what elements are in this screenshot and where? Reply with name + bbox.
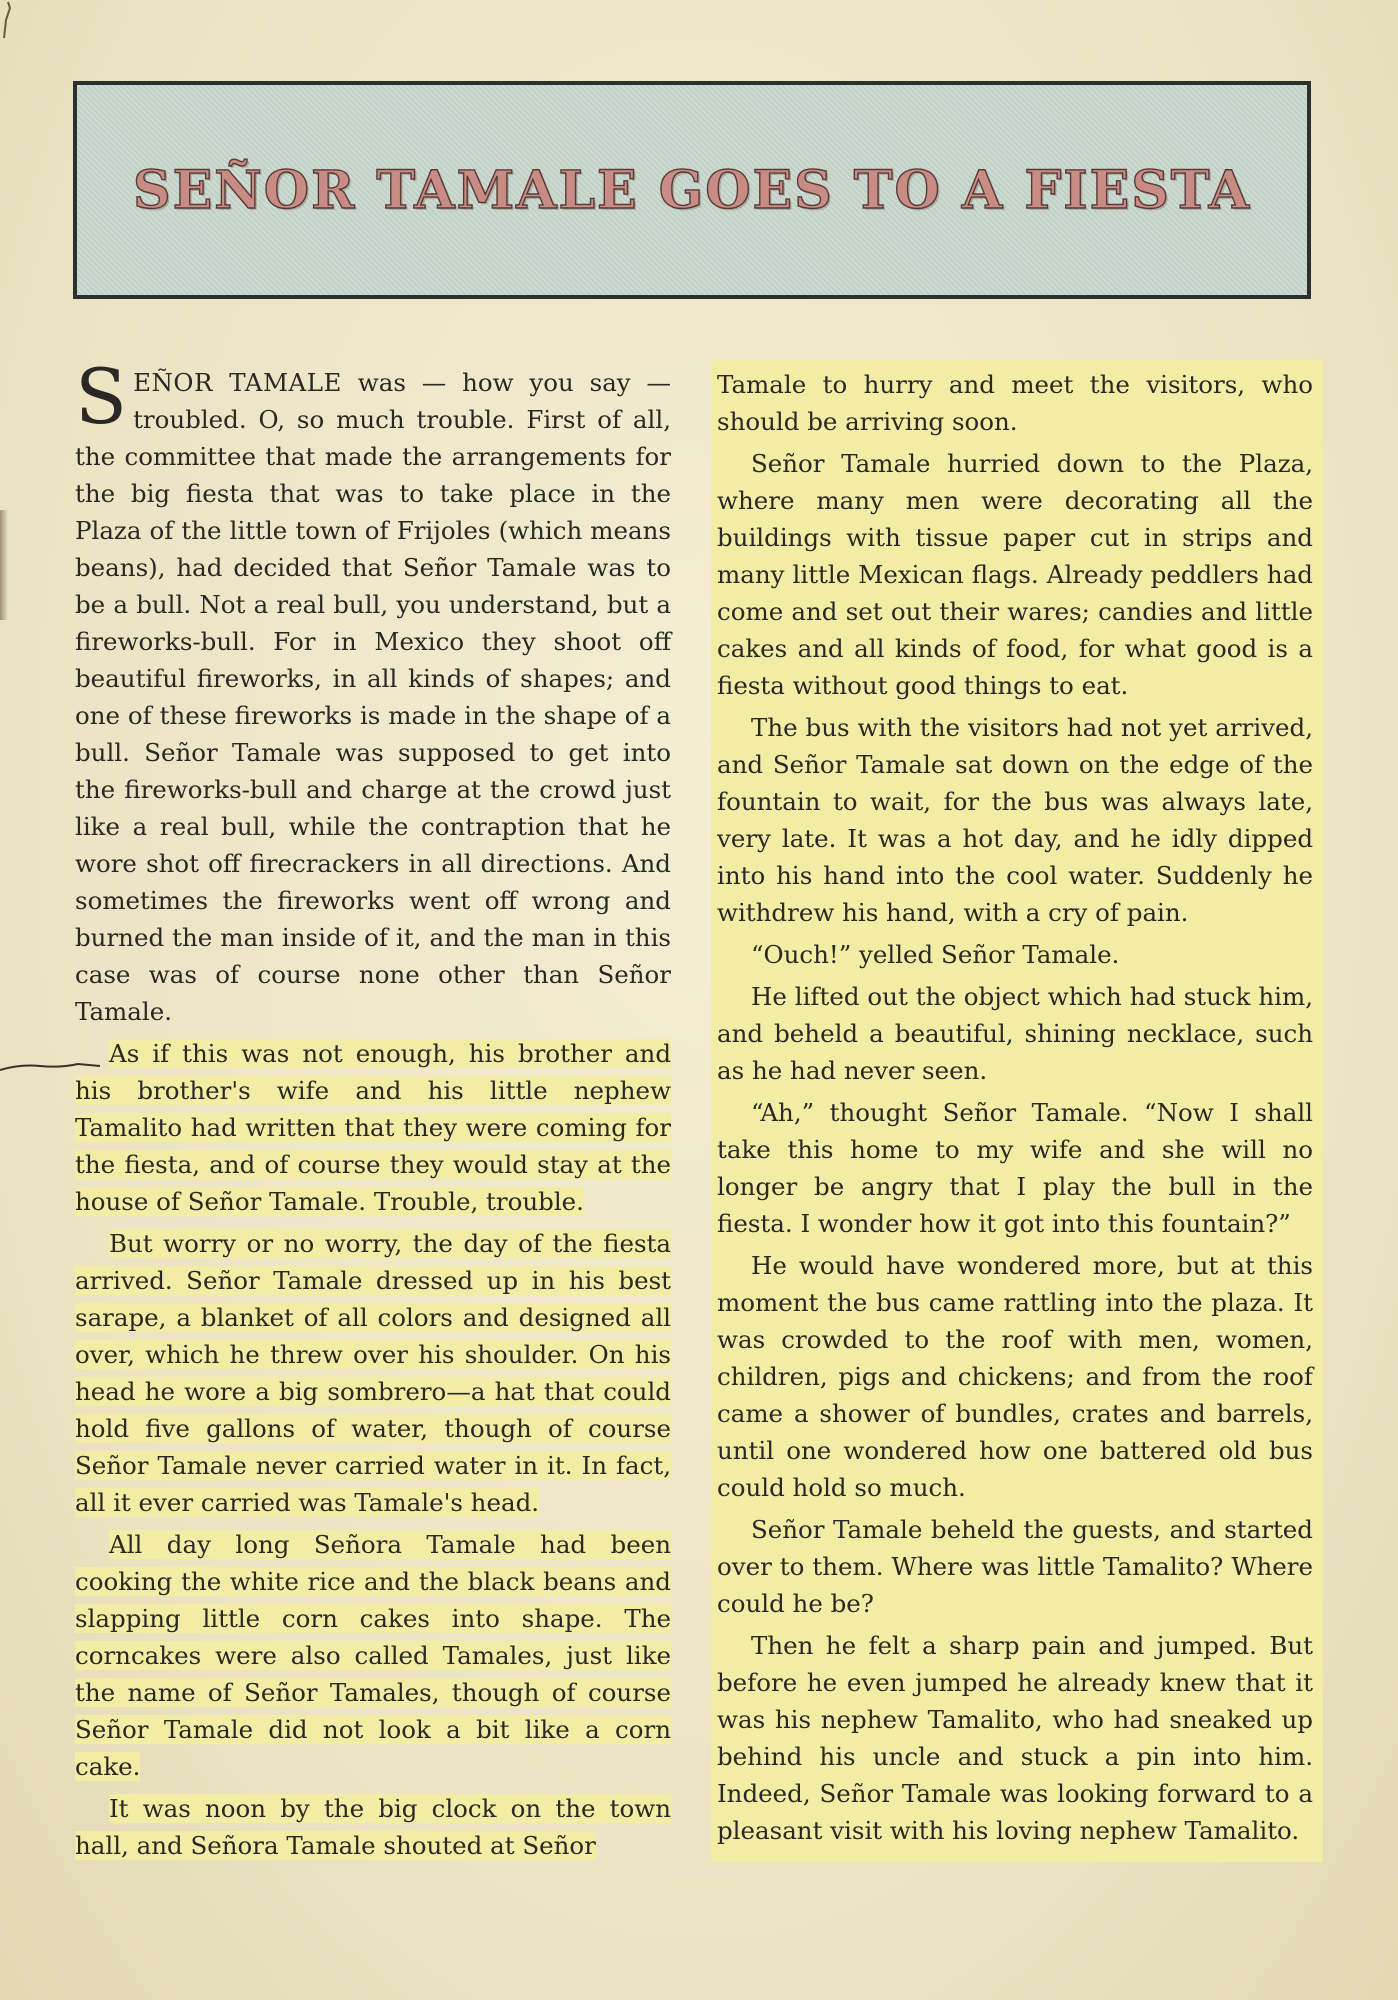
paragraph-13: Señor Tamale beheld the guests, and started over to them. Where was little Tamalito? Where could he be? <box>717 1515 1313 1618</box>
paragraph-14: Then he felt a sharp pain and jumped. But before he even jumped he already knew that it was his nephew Tamalito, who had sneaked up behind his uncle and stuck a pin into him. Indeed, Señor Tamale was looking forward to a pleasant visit with his loving nephew Tamalito. <box>717 1631 1313 1845</box>
paragraph-3 <box>75 1225 671 1521</box>
paragraph-11: “Ah,” thought Señor Tamale. “Now I shall take this home to my wife and she will no longer be angry that I play the bull in the fiesta. I wonder how it got into this fountain?” <box>717 1098 1313 1238</box>
paragraph-10: He lifted out the object which had stuck him, and beheld a beautiful, shining necklace, such as he had never seen. <box>717 982 1313 1085</box>
paragraph-12: He would have wondered more, but at this moment the bus came rattling into the plaza. It was crowded to the roof with men, women, children, pigs and chickens; and from the roof came a shower of bundles, crates and barrels, until one wondered how one battered old bus could hold so much. <box>717 1251 1313 1502</box>
paragraph-1 <box>75 352 671 1030</box>
drop-cap: S <box>75 352 128 441</box>
paragraph-9: “Ouch!” yelled Señor Tamale. <box>751 940 1120 969</box>
paragraph-5 <box>75 1790 671 1864</box>
paragraph-1-text: was — how you say — troubled. O, so much trouble. First of all, the committee that made the arrangements for the big fiesta that was to take place in the Plaza of the little town of Frijoles (which means beans), had decided that Señor Tamale was to be a bull. Not a real bull, you understand, but a fireworks-bull. For in Mexico they shoot off beautiful fireworks, in all kinds of shapes; and one of these fireworks is made in the shape of a bull. Señor Tamale was supposed to get into the fireworks-bull and charge at the crowd just like a real bull, while the contraption that he wore shot off firecrackers in all directions. And sometimes the fireworks went off wrong and burned the man inside of it, and the man in this case was of course none other than Señor Tamale. <box>75 368 671 1026</box>
title-banner <box>73 81 1311 299</box>
paragraph-2 <box>75 1035 671 1220</box>
paragraph-7: Señor Tamale hurried down to the Plaza, where many men were decorating all the buildings with tissue paper cut in strips and many little Mexican flags. Already peddlers had come and set out their wares; candies and little cakes and all kinds of food, for what good is a fiesta without good things to eat. <box>717 449 1313 700</box>
story-title: SEÑOR TAMALE GOES TO A FIESTA <box>133 159 1251 221</box>
paragraph-5-text: It was noon by the big clock on the town hall, and Señora Tamale shouted at Señor <box>75 1794 671 1860</box>
paragraph-6: Tamale to hurry and meet the visitors, who should be arriving soon. <box>717 370 1313 436</box>
right-text-column <box>711 360 1323 1862</box>
page-edge-stain <box>0 510 8 620</box>
paragraph-2-text: As if this was not enough, his brother and his brother's wife and his little nephew Tamalito had written that they were coming for the fiesta, and of course they would stay at the house of Señor Tamale. Trouble, trouble. <box>75 1039 671 1216</box>
opening-words: EÑOR TAMALE <box>133 368 342 397</box>
paragraph-8: The bus with the visitors had not yet arrived, and Señor Tamale sat down on the edge of the fountain to wait, for the bus was always late, very late. It was a hot day, and he idly dipped into his hand into the cool water. Suddenly he withdrew his hand, with a cry of pain. <box>717 713 1313 927</box>
paragraph-3-text: But worry or no worry, the day of the fiesta arrived. Señor Tamale dressed up in his best sarape, a blanket of all colors and designed all over, which he threw over his shoulder. On his head he wore a big sombrero—a hat that could hold five gallons of water, though of course Señor Tamale never carried water in it. In fact, all it ever carried was Tamale's head. <box>75 1229 671 1517</box>
paragraph-4-text: All day long Señora Tamale had been cooking the white rice and the black beans and slapping little corn cakes into shape. The corncakes were also called Tamales, just like the name of Señor Tamales, though of course Señor Tamale did not look a bit like a corn cake. <box>75 1530 671 1781</box>
paragraph-4 <box>75 1526 671 1785</box>
corner-scratch-mark <box>0 0 30 40</box>
left-text-column <box>75 352 675 1869</box>
